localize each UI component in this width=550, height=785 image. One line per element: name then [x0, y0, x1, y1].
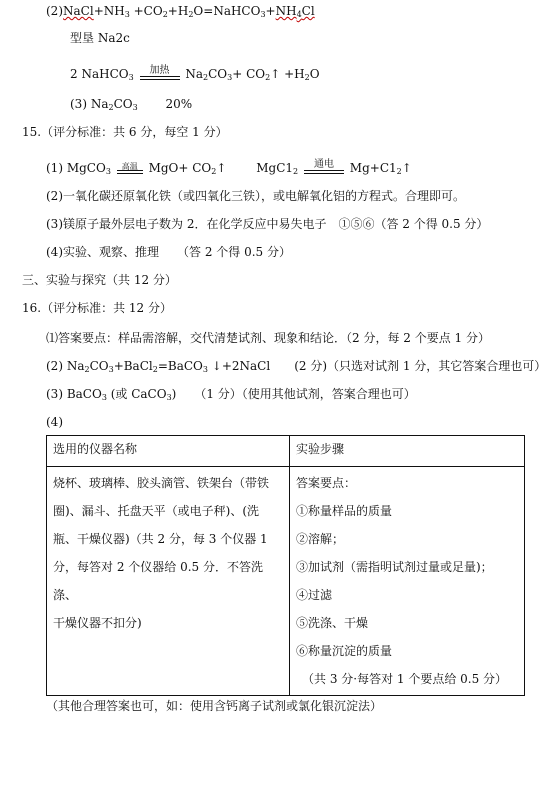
formula-part: Na — [185, 67, 203, 81]
subscript: 2 — [188, 10, 194, 19]
formula-part: NaCl — [63, 4, 94, 18]
q15-line-2: (2)一氧化碳还原氧化铁（或四氧化三铁），或电解氧化铝的方程式。合理即可。 — [46, 189, 466, 203]
formula-part: O — [309, 67, 320, 81]
formula-part: +CO — [129, 4, 163, 18]
step-line: 答案要点： — [296, 476, 357, 490]
formula-part: (3) Na — [70, 97, 109, 111]
q15-line-3: (3)镁原子最外层电子数为 2．在化学反应中易失电子 ①⑤⑥（答 2 个得 0.5 分） — [46, 217, 489, 231]
q15-line-4: (4)实验、观察、推理 （答 2 个得 0.5 分） — [46, 245, 291, 259]
subscript: 3 — [128, 73, 134, 82]
subscript: 2 — [84, 365, 90, 374]
table-header-row — [47, 436, 525, 467]
instrument-line: 烧杯、玻璃棒、胶头滴管、铁架台（带铁 — [53, 476, 270, 490]
formula-part: Cl — [301, 4, 315, 18]
q16-line-1: ⑴答案要点：样品需溶解，交代清楚试剂、现象和结论．（2 分，每 2 个要点 1 分） — [46, 331, 490, 345]
q14-decomp-equation — [70, 66, 320, 83]
subscript: 3 — [105, 167, 111, 176]
subscript: 2 — [203, 73, 209, 82]
subscript: 3 — [101, 393, 107, 402]
q16-line-2 — [46, 358, 546, 374]
subscript: 3 — [166, 393, 172, 402]
formula-part: (或 CaCO — [106, 387, 167, 401]
formula-part: Mg+C1 — [349, 161, 397, 175]
q15-header: 15.（评分标准：共 6 分，每空 1 分） — [22, 125, 228, 139]
formula-part: +H — [167, 4, 189, 18]
formula-part: + CO — [232, 67, 266, 81]
steps-cell — [290, 467, 525, 696]
step-line: ③加试剂（需指明试剂过量或足量)； — [296, 560, 493, 574]
step-line: （共 3 分·每答对 1 个要点给 0.5 分） — [302, 672, 508, 686]
heat-condition-arrow — [140, 64, 180, 83]
formula-part: =BaCO — [157, 359, 203, 373]
formula-part: (3) BaCO — [46, 387, 102, 401]
subscript: 4 — [296, 10, 302, 19]
electrolysis-condition-arrow — [304, 158, 344, 177]
condition-label: 通电 — [313, 158, 334, 170]
condition-label: 高温 — [121, 161, 138, 171]
q16-header: 16.（评分标准：共 12 分） — [22, 301, 172, 315]
formula-part: + — [265, 4, 276, 18]
formula-part: MgC1 — [256, 161, 294, 175]
q14-type-line: 型垦 Na2c — [70, 31, 130, 45]
formula-part: ↑ — [401, 161, 412, 175]
formula-part: (2) Na — [46, 359, 85, 373]
subscript: 3 — [260, 10, 266, 19]
instrument-line: 干燥仪器不扣分) — [53, 616, 142, 630]
q14-line-3 — [70, 96, 192, 112]
subscript: 2 — [152, 365, 158, 374]
formula-part: O=NaHCO — [193, 4, 261, 18]
formula-part: CO — [208, 67, 228, 81]
subscript: 3 — [108, 365, 114, 374]
instrument-line: 分，每答对 2 个仪器给 0.5 分．不答洗涤、 — [53, 560, 263, 602]
instruments-cell — [47, 467, 290, 696]
subscript: 3 — [124, 10, 130, 19]
step-line: ⑥称量沉淀的质量 — [296, 644, 393, 658]
q16-footer: （其他合理答案也可，如：使用含钙离子试剂或氯化银沉淀法） — [46, 699, 383, 713]
formula-part: (1) MgCO — [46, 161, 106, 175]
section-3-heading: 三、实验与探究（共 12 分） — [22, 273, 177, 287]
formula-part: 2 NaHCO — [70, 67, 129, 81]
formula-part: +NH — [93, 4, 125, 18]
step-line: ④过滤 — [296, 588, 333, 602]
formula-part: NH — [275, 4, 297, 18]
label: (2) — [46, 4, 63, 18]
subscript: 2 — [162, 10, 168, 19]
q16-line-4: (4) — [46, 415, 63, 429]
formula-part: ↑ — [216, 161, 227, 175]
table-header-instruments: 选用的仪器名称 — [47, 436, 290, 467]
formula-part: ↓+2NaCl (2 分)（只选对试剂 1 分，其它答案合理也可） — [207, 359, 547, 373]
subscript: 3 — [202, 365, 208, 374]
subscript: 3 — [227, 73, 233, 82]
percentage: 20% — [165, 97, 193, 111]
formula-part: CO — [113, 97, 133, 111]
step-line: ②溶解； — [296, 532, 345, 546]
condition-label: 加热 — [149, 64, 170, 76]
high-temp-condition-arrow — [117, 161, 143, 177]
formula-part: +BaCl — [113, 359, 153, 373]
subscript: 2 — [265, 73, 271, 82]
formula-part: ↑ +H — [270, 67, 305, 81]
instrument-line: 圈)、漏斗、托盘天平（或电子秤)、(洗 — [53, 504, 260, 518]
table-body-row — [47, 467, 525, 696]
formula-part: CO — [89, 359, 109, 373]
subscript: 2 — [108, 103, 114, 112]
formula-part: MgO+ CO — [148, 161, 212, 175]
q15-line-1 — [46, 160, 412, 177]
table-header-steps: 实验步骤 — [290, 436, 525, 467]
q16-line-3 — [46, 386, 416, 402]
subscript: 2 — [304, 73, 310, 82]
q14-line-2 — [46, 3, 315, 19]
formula-part: ) （1 分）（使用其他试剂，答案合理也可） — [171, 387, 416, 401]
instrument-line: 瓶、干燥仪器)（共 2 分，每 3 个仪器 1 — [53, 532, 268, 546]
step-line: ⑤洗涤、干燥 — [296, 616, 369, 630]
subscript: 2 — [396, 167, 402, 176]
subscript: 3 — [132, 103, 138, 112]
subscript: 2 — [211, 167, 217, 176]
step-line: ①称量样品的质量 — [296, 504, 393, 518]
answer-table — [46, 435, 525, 696]
subscript: 2 — [293, 167, 299, 176]
